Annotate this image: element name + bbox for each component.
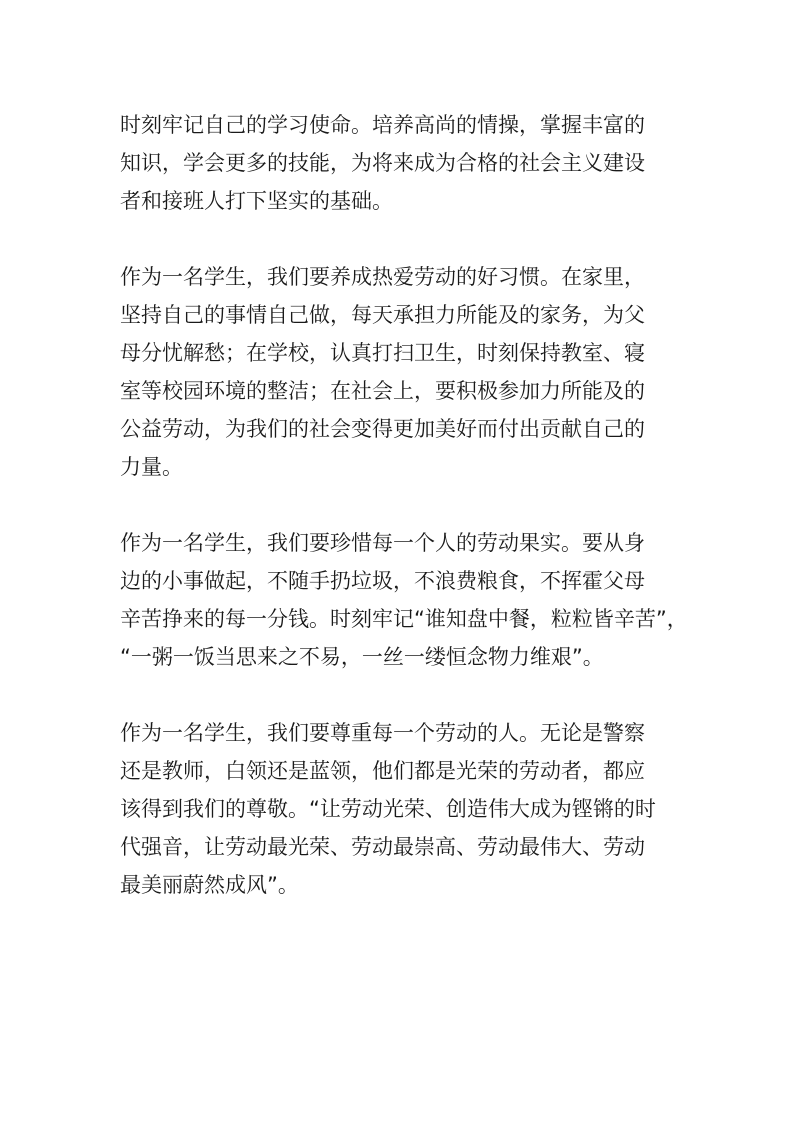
text-line: 公益劳动，为我们的社会变得更加美好而付出贡献自己的 — [120, 417, 645, 441]
text-line: 知识，学会更多的技能，为将来成为合格的社会主义建设 — [120, 151, 645, 175]
text-line: 辛苦挣来的每一分钱。时刻牢记“谁知盘中餐，粒粒皆辛苦”， — [120, 607, 688, 631]
text-line: 作为一名学生，我们要尊重每一个劳动的人。无论是警察 — [120, 721, 645, 745]
paragraph-1 — [120, 106, 685, 220]
text-line: 代强音，让劳动最光荣、劳动最崇高、劳动最伟大、劳动 — [120, 835, 645, 859]
paragraph-2 — [120, 258, 685, 486]
text-line: 还是教师，白领还是蓝领，他们都是光荣的劳动者，都应 — [120, 759, 645, 783]
text-line: 该得到我们的尊敬。“让劳动光荣、创造伟大成为铿锵的时 — [120, 797, 656, 821]
text-line: 时刻牢记自己的学习使命。培养高尚的情操，掌握丰富的 — [120, 113, 645, 137]
document-body — [120, 106, 688, 904]
text-line: 力量。 — [120, 455, 183, 479]
text-line: 边的小事做起，不随手扔垃圾，不浪费粮食，不挥霍父母 — [120, 569, 645, 593]
paragraph-4 — [120, 714, 685, 904]
text-line: “一粥一饭当思来之不易，一丝一缕恒念物力维艰”。 — [120, 645, 604, 669]
text-line: 室等校园环境的整洁；在社会上，要积极参加力所能及的 — [120, 379, 645, 403]
text-line: 作为一名学生，我们要珍惜每一个人的劳动果实。要从身 — [120, 531, 645, 555]
paragraph-3 — [120, 524, 688, 676]
text-line: 母分忧解愁；在学校，认真打扫卫生，时刻保持教室、寝 — [120, 341, 645, 365]
text-line: 作为一名学生，我们要养成热爱劳动的好习惯。在家里， — [120, 265, 645, 289]
text-line: 坚持自己的事情自己做，每天承担力所能及的家务，为父 — [120, 303, 645, 327]
text-line: 者和接班人打下坚实的基础。 — [120, 189, 393, 213]
text-line: 最美丽蔚然成风”。 — [120, 873, 299, 897]
